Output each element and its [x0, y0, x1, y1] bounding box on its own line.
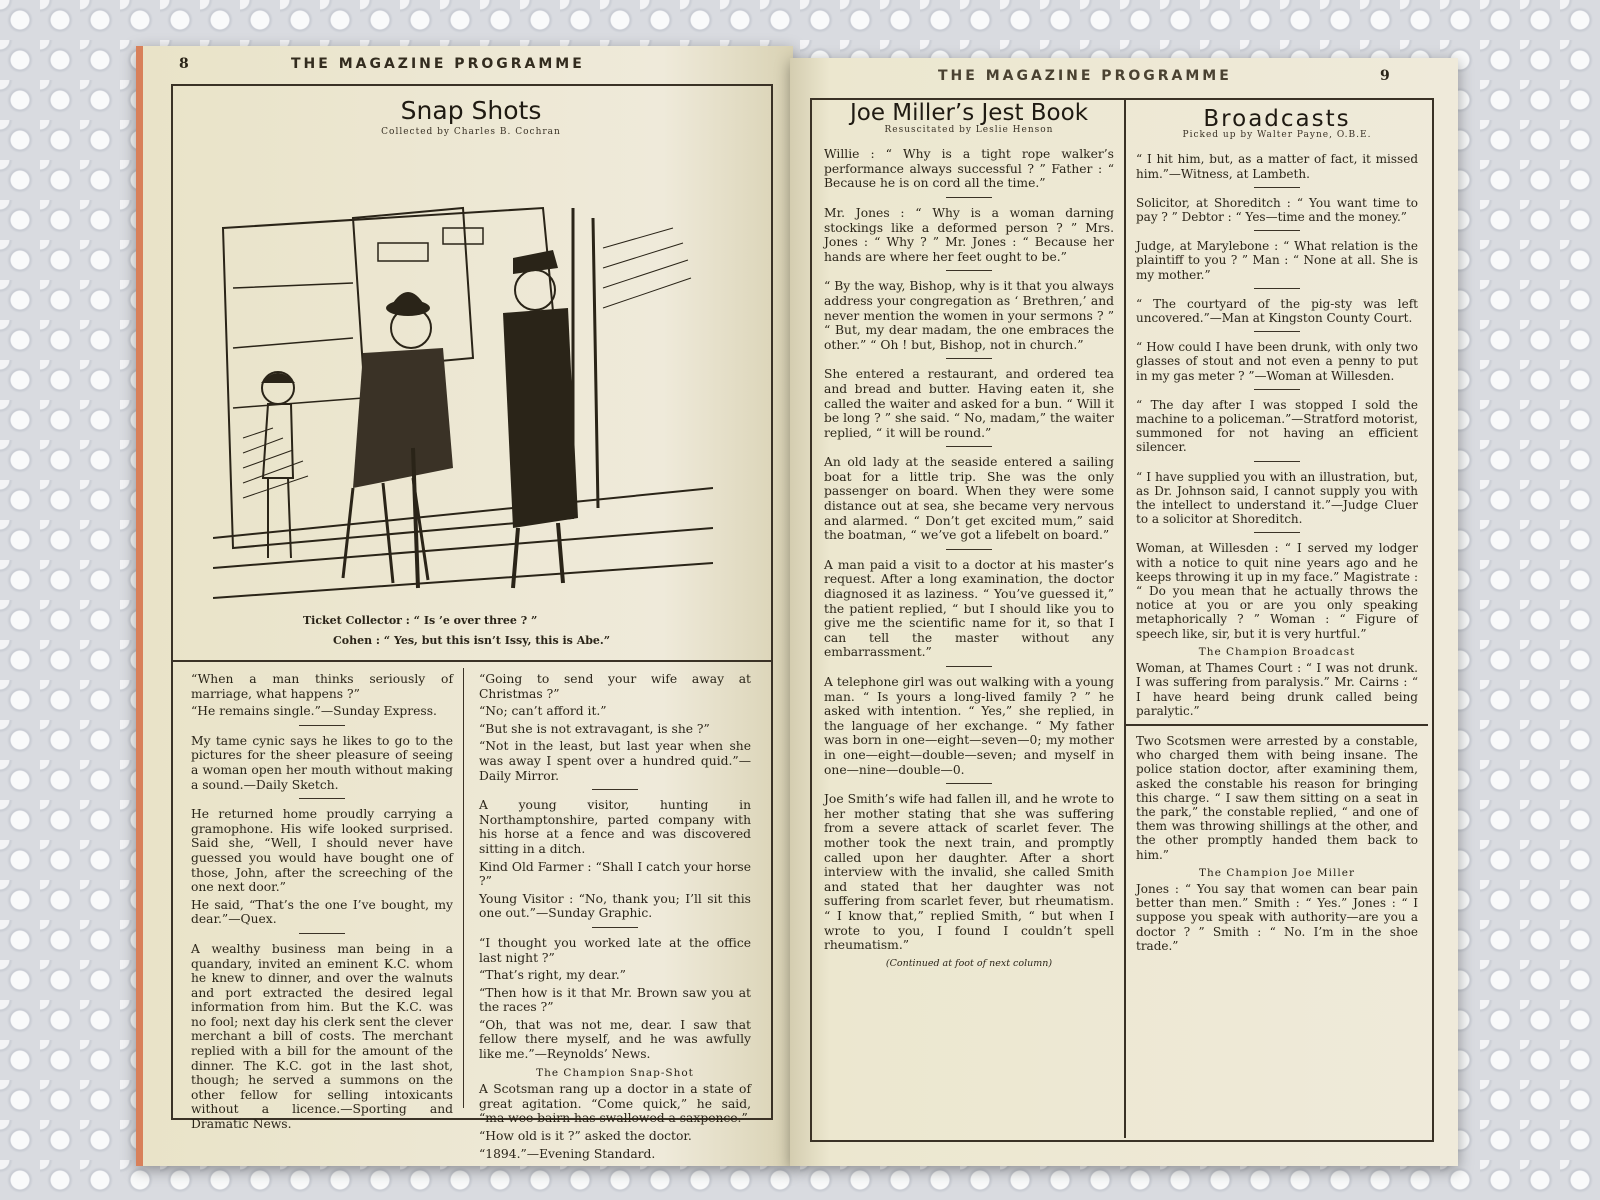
separator: [1254, 187, 1300, 188]
joke-text: “No; can’t afford it.”: [479, 704, 607, 719]
quote-text: Solicitor, at Shoreditch : “ You want time to pay ? ” Debtor : “ Yes—time and the money.”: [1136, 195, 1418, 225]
continued-note: (Continued at foot of next column): [885, 957, 1053, 969]
joke-text: A young visitor, hunting in Northamptonshire, parted company with his horse at a fence and was discovered sitting in a ditch.: [479, 798, 751, 856]
separator: [946, 549, 992, 550]
caption-line-1: Ticket Collector : “ Is ’e over three ? ”: [303, 614, 538, 627]
article-byline: Collected by Charles B. Cochran: [381, 127, 561, 137]
column-rule: [463, 668, 464, 1108]
article-heading: [171, 90, 771, 137]
jest-book-column: [824, 100, 1114, 971]
joke-text: “Oh, that was not me, dear. I saw that fellow there myself, and he was awfully like me.”—Reynolds’ News.: [479, 1017, 751, 1062]
quote-text: Woman, at Thames Court : “ I was not drunk. I was suffering from paralysis.” Mr. Cairns : “ I have heard being drunk called being paralytic.”: [1136, 661, 1418, 718]
separator: [1254, 288, 1300, 289]
joke-text: He said, “That’s the one I’ve bought, my dear.”—Quex.: [191, 897, 453, 927]
page-number: 8: [179, 56, 189, 72]
joke-text: A man paid a visit to a doctor at his master’s request. After a long examination, the doctor diagnosed it as laziness. “ You’ve guessed it,” the patient replied, “ but I should like you to give me the scientific name for it, so that I can tell the master without any embarrassment.”: [824, 557, 1114, 660]
quote-text: “ The courtyard of the pig-sty was left uncovered.”—Man at Kingston County Court.: [1136, 296, 1418, 326]
page-number: 9: [1380, 68, 1390, 84]
separator: [946, 446, 992, 447]
separator: [299, 933, 345, 934]
quote-text: “ I hit him, but, as a matter of fact, it missed him.”—Witness, at Lambeth.: [1136, 152, 1418, 181]
joke-text: “ By the way, Bishop, why is it that you always address your congregation as ‘ Brethren,’ and never mention the women in your sermons ? ” “ But, my dear madam, the one embraces the other.” “ Oh ! but, Bishop, not in church.”: [824, 279, 1114, 352]
joke-text: “He remains single.”—Sunday Express.: [191, 704, 437, 719]
joke-text: “Not in the least, but last year when she was away I spent over a hundred quid.”—Daily Mirror.: [479, 739, 751, 783]
column-rule: [1124, 98, 1126, 1138]
separator: [592, 789, 638, 790]
joke-text: Mr. Jones : “ Why is a woman darning stockings like a deformed person ? ” Mrs. Jones : “ Why ? ” Mr. Jones : “ Because her hands are where her feet ought to be.”: [824, 205, 1114, 264]
separator: [1254, 230, 1300, 231]
quote-text: Woman, at Willesden : “ I served my lodger with a notice to quit nine years ago and he keeps throwing it up in my face.” Magistrate : “ Do you mean that he actually throws the notice at you or are you only speaking metaphorically ? ” Woman : “ Figure of speech like, sir, but it is very hurtful.”: [1136, 541, 1418, 641]
joke-text: Young Visitor : “No, thank you; I’ll sit this one out.”—Sunday Graphic.: [479, 891, 751, 921]
joke-text: She entered a restaurant, and ordered tea and bread and butter. Having eaten it, she called the waiter and asked for a bun. “ Will it be long ? ” she said. “ No, madam,” the waiter replied, “ it will be round.”: [824, 367, 1114, 440]
joke-text: Joe Smith’s wife had fallen ill, and he wrote to her mother stating that she was suffering from a severe attack of scarlet fever. The mother took the next train, and promptly called upon her daughter. After a short interview with the invalid, she called Smith and stated that her daughter was not suffering from scarlet fever, but rheumatism. “ I know that,” replied Smith, “ but when I wrote to you, I found I couldn’t spell rheumatism.”: [824, 792, 1114, 953]
broadcasts-column: [1136, 106, 1418, 956]
separator: [946, 358, 992, 359]
separator: [946, 666, 992, 667]
joke-text: “1894.”—Evening Standard.: [479, 1146, 656, 1161]
left-page: [136, 46, 793, 1166]
joke-text: “Then how is it that Mr. Brown saw you at the races ?”: [479, 985, 751, 1015]
separator: [946, 197, 992, 198]
joke-text: An old lady at the seaside entered a sailing boat for a little trip. She was the only passenger on board. When they were some distance out at sea, she became very nervous and alarmed. “ Don’t get excited mum,” said the boatman, “ we’ve got a lifebelt on board.”: [824, 455, 1114, 543]
quote-text: “ I have supplied you with an illustration, but, as Dr. Johnson said, I cannot supply you with the intellect to understand it.”—Judge Cluer to a solicitor at Shoreditch.: [1136, 469, 1418, 527]
separator: [1254, 461, 1300, 462]
joke-text: “How old is it ?” asked the doctor.: [479, 1129, 692, 1144]
joke-text: My tame cynic says he likes to go to the pictures for the sheer pleasure of seeing a woman open her mouth without making a sound.—Daily Sketch.: [191, 733, 453, 792]
running-header: THE MAGAZINE PROGRAMME: [291, 56, 585, 72]
joke-text: “Going to send your wife away at Christmas ?”: [479, 672, 751, 701]
separator: [946, 270, 992, 271]
broadcasts-byline: Picked up by Walter Payne, O.B.E.: [1182, 130, 1372, 141]
joke-text: “When a man thinks seriously of marriage, what happens ?”: [191, 672, 453, 701]
joke-text: Willie : “ Why is a tight rope walker’s performance always successful ? ” Father : “ Because he is on cord all the time.”: [824, 147, 1114, 191]
joke-text: A Scotsman rang up a doctor in a state of great agitation. “Come quick,” he said, “ma wee bairn has swallowed a saxpence.”: [479, 1082, 751, 1126]
article-title: Snap Shots: [400, 96, 542, 125]
quote-text: Two Scotsmen were arrested by a constable, who charged them with being insane. The police station doctor, after examining them, asked the constable his reason for bringing this charge. “ I saw them sitting on a seat in the park,” the constable replied, “ and one of them was throwing shillings at the other, and the other promptly handed them back to him.”: [1136, 733, 1418, 862]
cartoon-illustration: [213, 188, 713, 606]
broadcasts-title: Broadcasts: [1203, 106, 1351, 132]
jest-book-byline: Resuscitated by Leslie Henson: [884, 124, 1054, 135]
quote-text: “ The day after I was stopped I sold the machine to a policeman.”—Stratford motorist, summoned for not having an efficient silencer.: [1136, 397, 1418, 455]
joke-text: A wealthy business man being in a quandary, invited an eminent K.C. whom he knew to dinner, and over the walnuts and port extracted the desired legal information from him. But the K.C. was no fool; next day his clerk sent the clever merchant a bill of costs. The merchant replied with a bill for the amount of the dinner. The K.C. got in the last shot, though; he served a summons on the other fellow for selling intoxicants without a licence.—Sporting and Dramatic News.: [191, 941, 453, 1132]
joke-text: “But she is not extravagant, is she ?”: [479, 721, 710, 736]
separator: [946, 783, 992, 784]
joke-text: “I thought you worked late at the office last night ?”: [479, 935, 751, 965]
champion-broadcast-subheading: The Champion Broadcast: [1198, 645, 1356, 658]
caption-line-2: Cohen : “ Yes, but this isn’t Issy, this is Abe.”: [333, 634, 611, 647]
right-column: [479, 672, 751, 1164]
quote-text: “ How could I have been drunk, with only two glasses of stout and not even a penny to put in my gas meter ? ”—Woman at Willesden.: [1136, 340, 1418, 383]
divider: [171, 660, 771, 662]
right-page: [790, 58, 1458, 1166]
separator: [1254, 389, 1300, 390]
champion-subheading: The Champion Snap-Shot: [536, 1066, 694, 1079]
champion-joe-miller-subheading: The Champion Joe Miller: [1199, 866, 1355, 879]
jest-book-title: Joe Miller’s Jest Book: [849, 100, 1089, 126]
separator: [1254, 331, 1300, 332]
divider: [1126, 724, 1428, 726]
separator: [592, 927, 638, 928]
separator: [299, 725, 345, 726]
separator: [299, 798, 345, 799]
joke-text: “That’s right, my dear.”: [479, 968, 626, 983]
joke-text: He returned home proudly carrying a gramophone. His wife looked surprised. Said she, “Well, I should never have guessed you would have bought one of those, John, after the screeching of the one next door.”: [191, 807, 453, 895]
running-header: THE MAGAZINE PROGRAMME: [938, 68, 1232, 84]
left-column: [191, 672, 453, 1135]
joke-text: Kind Old Farmer : “Shall I catch your horse ?”: [479, 859, 751, 889]
separator: [1254, 532, 1300, 533]
joke-text: A telephone girl was out walking with a young man. “ Is yours a long-lived family ? ” he asked with intention. “ Yes,” she replied, in the language of her exchange. “ My father was born in one—eight—seven—0; my mother in one—eight—double—seven; and myself in one—nine—double—0.: [824, 675, 1114, 777]
quote-text: Jones : “ You say that women can bear pain better than men.” Smith : “ Yes.” Jones : “ I suppose you speak with authority—are you a doctor ? ” Smith : “ No. I’m in the shoe trade.”: [1136, 881, 1418, 953]
quote-text: Judge, at Marylebone : “ What relation is the plaintiff to you ? ” Man : “ None at all. She is my mother.”: [1136, 239, 1418, 282]
